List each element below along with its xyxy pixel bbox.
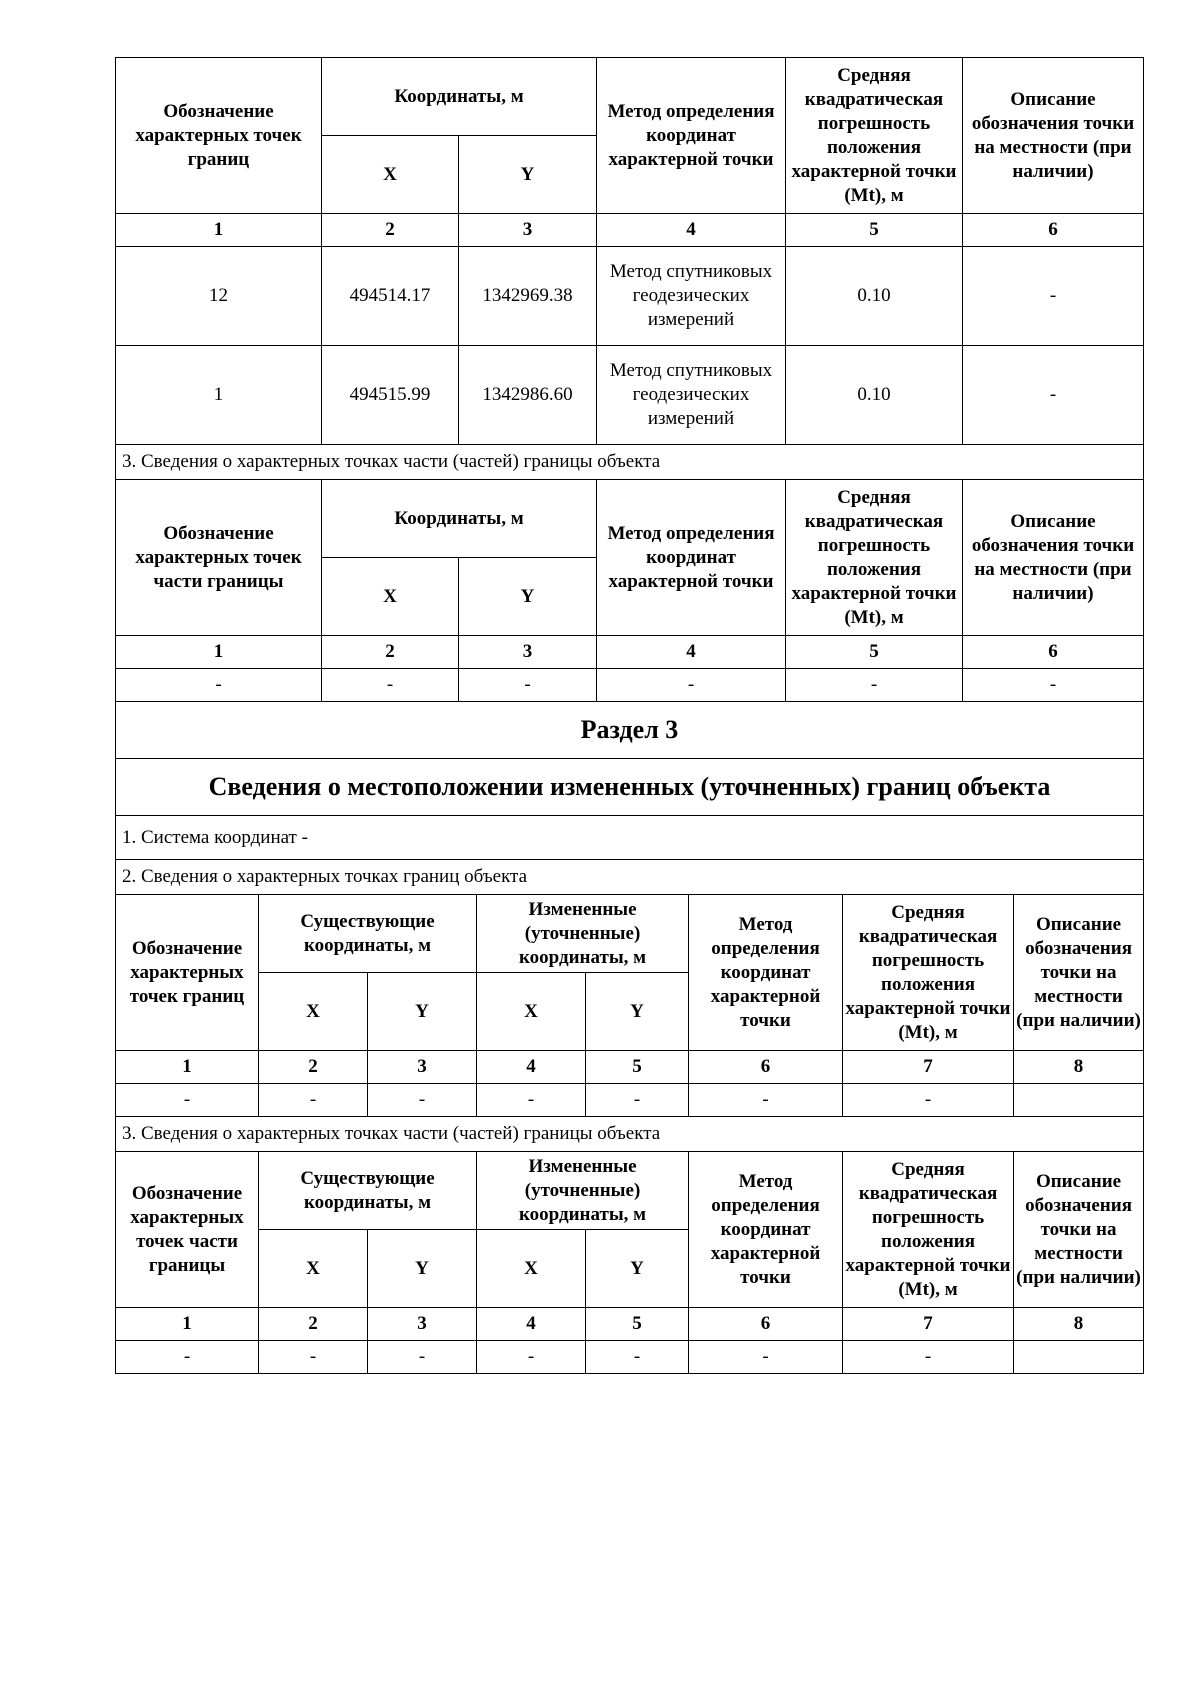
header-method: Метод определения координат характерной точки <box>689 895 843 1051</box>
header-y: Y <box>368 1230 477 1308</box>
cell <box>1014 1341 1144 1374</box>
header-designation-part: Обозначение характерных точек части границы <box>116 1152 259 1308</box>
column-numbers-row <box>116 1308 1144 1341</box>
col-num: 3 <box>368 1051 477 1084</box>
coord-x: 494515.99 <box>322 346 459 445</box>
header-existing: Существующие координаты, м <box>259 1152 477 1230</box>
header-x: X <box>322 558 459 636</box>
header-y: Y <box>586 1230 689 1308</box>
boundary-points-table <box>115 57 1144 895</box>
table-row <box>116 1341 1144 1374</box>
point-id: 1 <box>116 346 322 445</box>
header-coordinates: Координаты, м <box>322 58 597 136</box>
cell: - <box>586 1341 689 1374</box>
col-num: 1 <box>116 214 322 247</box>
cell: - <box>843 1341 1014 1374</box>
header-changed: Измененные (уточненные) координаты, м <box>477 1152 689 1230</box>
cell: - <box>116 1341 259 1374</box>
col-num: 6 <box>689 1308 843 1341</box>
coord-y: 1342986.60 <box>459 346 597 445</box>
header-y: Y <box>368 973 477 1051</box>
header-y: Y <box>459 558 597 636</box>
header-changed: Измененные (уточненные) координаты, м <box>477 895 689 973</box>
col-num: 2 <box>322 214 459 247</box>
col-num: 5 <box>786 636 963 669</box>
coord-system-line: 1. Система координат - <box>116 816 1144 860</box>
header-error: Средняя квадратическая погрешность положения характерной точки (Mt), м <box>843 895 1014 1051</box>
col-num: 2 <box>259 1051 368 1084</box>
error: 0.10 <box>786 247 963 346</box>
header-description: Описание обозначения точки на местности (при наличии) <box>963 58 1144 214</box>
col-num: 7 <box>843 1308 1014 1341</box>
description: - <box>963 346 1144 445</box>
cell: - <box>116 1084 259 1117</box>
header-description: Описание обозначения точки на местности (при наличии) <box>963 480 1144 636</box>
header-x: X <box>477 1230 586 1308</box>
changed-points-table <box>115 894 1144 1374</box>
col-num: 6 <box>963 636 1144 669</box>
cell: - <box>259 1341 368 1374</box>
cell: - <box>477 1084 586 1117</box>
cell: - <box>689 1341 843 1374</box>
header-x: X <box>259 973 368 1051</box>
header-designation: Обозначение характерных точек границ <box>116 58 322 214</box>
header-x: X <box>477 973 586 1051</box>
cell: - <box>259 1084 368 1117</box>
cell: - <box>963 669 1144 702</box>
col-num: 4 <box>597 214 786 247</box>
header-method: Метод определения координат характерной точки <box>597 480 786 636</box>
header-y: Y <box>459 136 597 214</box>
col-num: 4 <box>477 1051 586 1084</box>
method: Метод спутниковых геодезических измерений <box>597 247 786 346</box>
document-page <box>115 57 1143 1374</box>
error: 0.10 <box>786 346 963 445</box>
header-x: X <box>322 136 459 214</box>
cell: - <box>368 1341 477 1374</box>
col-num: 4 <box>477 1308 586 1341</box>
header-method: Метод определения координат характерной точки <box>689 1152 843 1308</box>
header-coordinates: Координаты, м <box>322 480 597 558</box>
col-num: 4 <box>597 636 786 669</box>
method: Метод спутниковых геодезических измерений <box>597 346 786 445</box>
section-title: Раздел 3 <box>116 702 1144 759</box>
col-num: 6 <box>689 1051 843 1084</box>
header-designation-part: Обозначение характерных точек части границы <box>116 480 322 636</box>
cell: - <box>368 1084 477 1117</box>
header-description: Описание обозначения точки на местности (при наличии) <box>1014 895 1144 1051</box>
table-row <box>116 669 1144 702</box>
coord-y: 1342969.38 <box>459 247 597 346</box>
header-error: Средняя квадратическая погрешность положения характерной точки (Mt), м <box>786 480 963 636</box>
header-y: Y <box>586 973 689 1051</box>
coord-x: 494514.17 <box>322 247 459 346</box>
col-num: 5 <box>586 1308 689 1341</box>
cell: - <box>786 669 963 702</box>
header-method: Метод определения координат характерной точки <box>597 58 786 214</box>
description: - <box>963 247 1144 346</box>
col-num: 8 <box>1014 1308 1144 1341</box>
column-numbers-row <box>116 214 1144 247</box>
header-error: Средняя квадратическая погрешность положения характерной точки (Mt), м <box>843 1152 1014 1308</box>
column-numbers-row <box>116 636 1144 669</box>
header-error: Средняя квадратическая погрешность положения характерной точки (Mt), м <box>786 58 963 214</box>
part-section-label: 3. Сведения о характерных точках части (частей) границы объекта <box>116 445 1144 480</box>
col-num: 2 <box>259 1308 368 1341</box>
cell: - <box>689 1084 843 1117</box>
header-x: X <box>259 1230 368 1308</box>
col-num: 7 <box>843 1051 1014 1084</box>
cell: - <box>322 669 459 702</box>
cell: - <box>843 1084 1014 1117</box>
col-num: 3 <box>368 1308 477 1341</box>
col-num: 1 <box>116 1051 259 1084</box>
cell: - <box>459 669 597 702</box>
part-section-label: 3. Сведения о характерных точках части (частей) границы объекта <box>116 1117 1144 1152</box>
point-id: 12 <box>116 247 322 346</box>
col-num: 1 <box>116 1308 259 1341</box>
points-section-label: 2. Сведения о характерных точках границ объекта <box>116 860 1144 895</box>
section-subtitle: Сведения о местоположении измененных (уточненных) границ объекта <box>116 759 1144 816</box>
col-num: 5 <box>586 1051 689 1084</box>
col-num: 3 <box>459 214 597 247</box>
table-row <box>116 1084 1144 1117</box>
cell: - <box>477 1341 586 1374</box>
cell: - <box>597 669 786 702</box>
table-row <box>116 346 1144 445</box>
header-description: Описание обозначения точки на местности (при наличии) <box>1014 1152 1144 1308</box>
col-num: 3 <box>459 636 597 669</box>
header-existing: Существующие координаты, м <box>259 895 477 973</box>
col-num: 1 <box>116 636 322 669</box>
cell: - <box>116 669 322 702</box>
table-row <box>116 247 1144 346</box>
col-num: 2 <box>322 636 459 669</box>
cell: - <box>586 1084 689 1117</box>
col-num: 5 <box>786 214 963 247</box>
header-designation: Обозначение характерных точек границ <box>116 895 259 1051</box>
cell <box>1014 1084 1144 1117</box>
col-num: 8 <box>1014 1051 1144 1084</box>
col-num: 6 <box>963 214 1144 247</box>
column-numbers-row <box>116 1051 1144 1084</box>
